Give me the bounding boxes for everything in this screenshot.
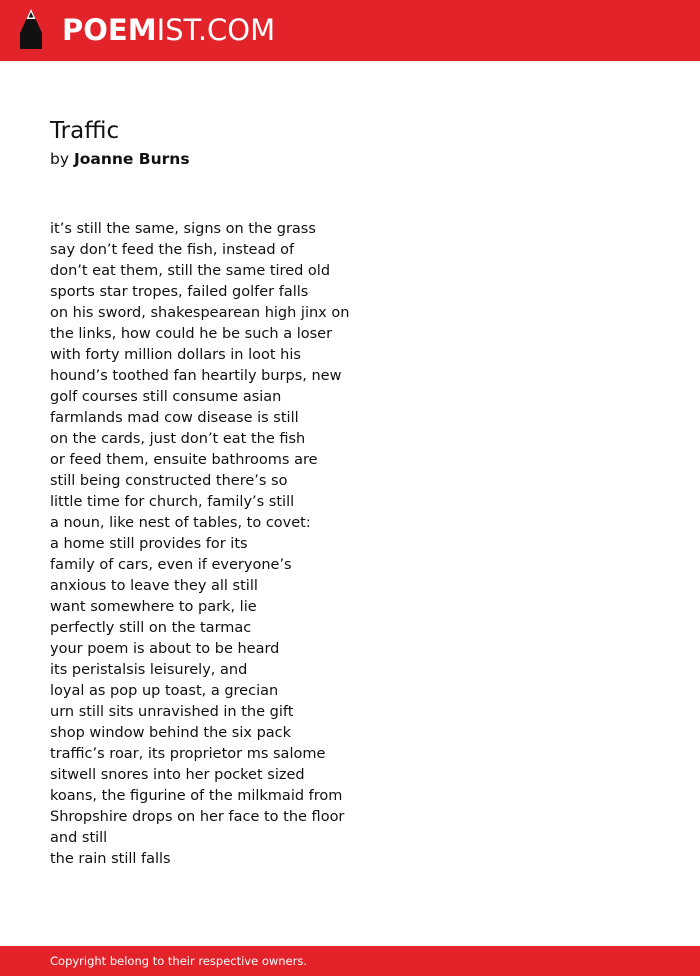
poem-line: koans, the figurine of the milkmaid from: [50, 788, 343, 804]
poem-line: say don’t feed the fish, instead of: [50, 242, 295, 258]
poem-author: Joanne Burns: [73, 150, 190, 168]
site-footer: [0, 946, 700, 976]
copyright-notice: Copyright belong to their respective owners.: [50, 954, 308, 968]
poem-body: [50, 219, 349, 870]
poem-line: urn still sits unravished in the gift: [50, 704, 294, 720]
poem-line: or feed them, ensuite bathrooms are: [50, 452, 318, 468]
poem-line: anxious to leave they all still: [50, 578, 258, 594]
poem-line: its peristalsis leisurely, and: [50, 662, 248, 678]
poem-line: want somewhere to park, lie: [50, 599, 257, 615]
poem-line: the links, how could he be such a loser: [50, 326, 333, 342]
poem-line: and still: [50, 830, 108, 846]
poem-line: perfectly still on the tarmac: [50, 620, 252, 636]
poem-line: sports star tropes, failed golfer falls: [50, 284, 309, 300]
poem-line: hound’s toothed fan heartily burps, new: [50, 368, 342, 384]
logo-text-bold: POEM: [62, 13, 157, 47]
poem-line: on his sword, shakespearean high jinx on: [50, 305, 350, 321]
poem-line: little time for church, family’s still: [50, 494, 295, 510]
poem-line: on the cards, just don’t eat the fish: [50, 431, 306, 447]
poem-line: loyal as pop up toast, a grecian: [50, 683, 279, 699]
poem-line: a home still provides for its: [50, 536, 248, 552]
poem-byline: [50, 149, 190, 169]
poem-line: it’s still the same, signs on the grass: [50, 221, 316, 237]
site-logo-link[interactable]: [62, 13, 275, 47]
logo-text-light: IST.COM: [156, 13, 276, 47]
poem-line: shop window behind the six pack: [50, 725, 292, 741]
poem-line: still being constructed there’s so: [50, 473, 288, 489]
byline-prefix: by: [50, 150, 70, 168]
poem-line: family of cars, even if everyone’s: [50, 557, 292, 573]
poem-line: don’t eat them, still the same tired old: [50, 263, 331, 279]
poem-line: farmlands mad cow disease is still: [50, 410, 299, 426]
poem-title: Traffic: [50, 118, 120, 144]
pencil-tip-icon[interactable]: [18, 9, 44, 51]
poem-line: traffic’s roar, its proprietor ms salome: [50, 746, 326, 762]
site-header: [0, 0, 700, 61]
poem-line: with forty million dollars in loot his: [50, 347, 301, 363]
poem-line: a noun, like nest of tables, to covet:: [50, 515, 311, 531]
poem-line: golf courses still consume asian: [50, 389, 282, 405]
poem-line: Shropshire drops on her face to the floor: [50, 809, 345, 825]
poem-line: sitwell snores into her pocket sized: [50, 767, 305, 783]
poem-line: your poem is about to be heard: [50, 641, 280, 657]
poem-line: the rain still falls: [50, 851, 171, 867]
